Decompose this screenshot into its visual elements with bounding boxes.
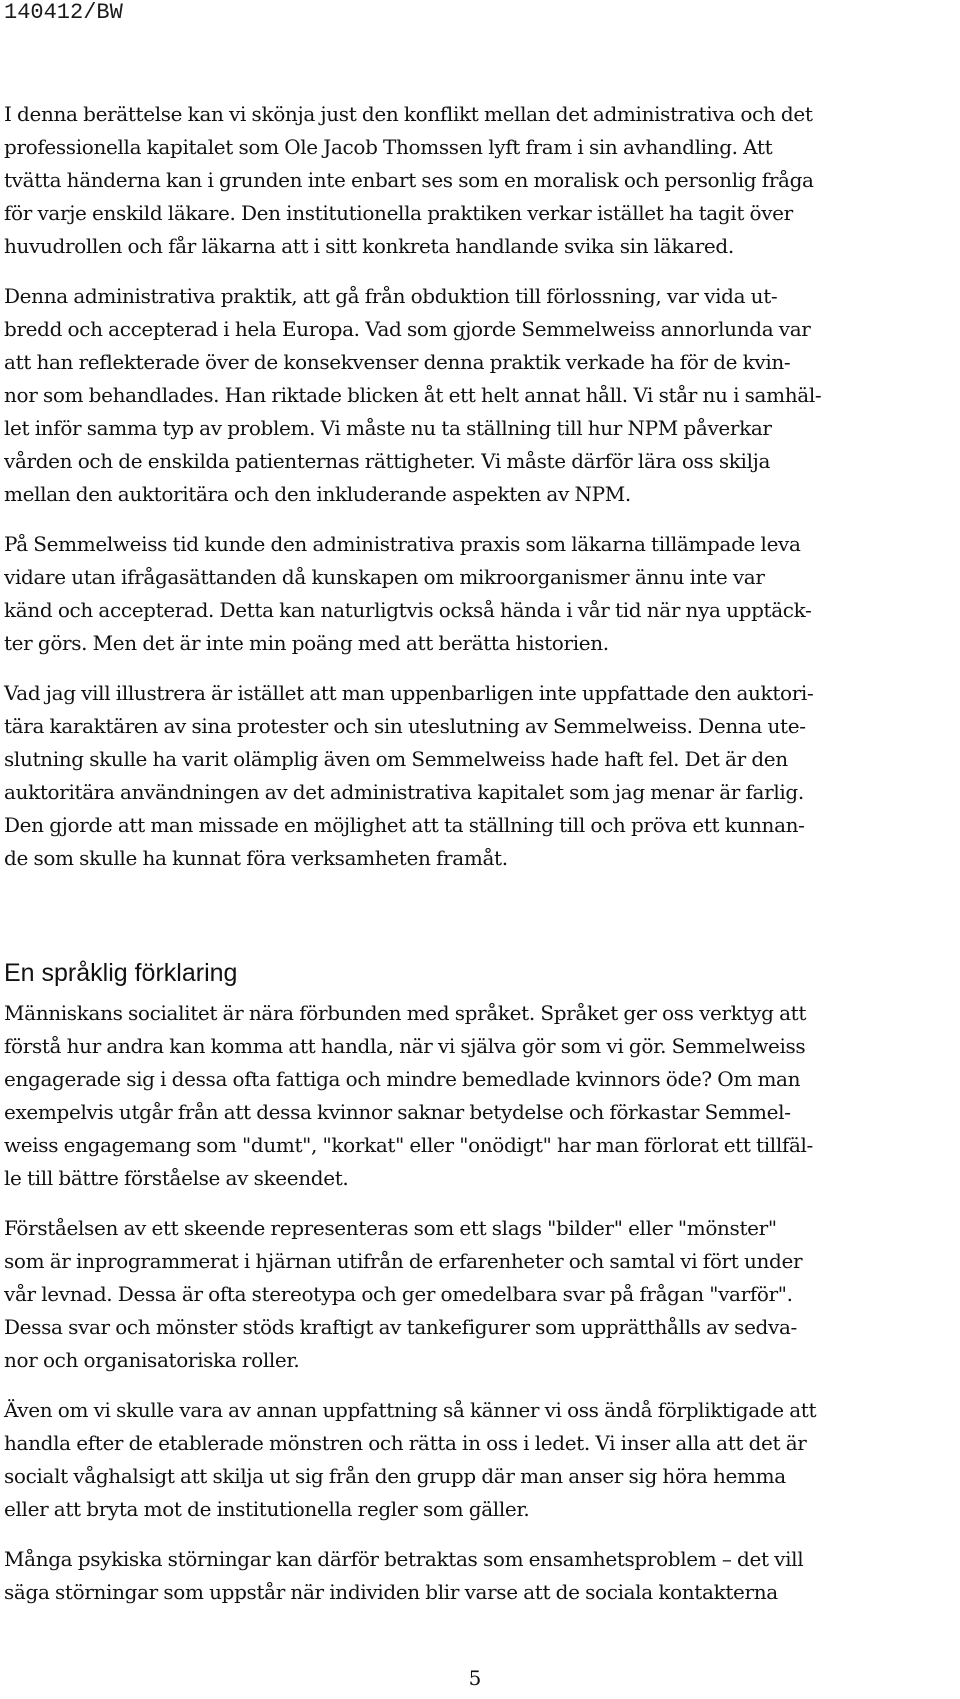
text-line: vidare utan ifrågasättanden då kunskapen om mikroorganismer ännu inte var	[4, 565, 765, 589]
text-line: Dessa svar och mönster stöds kraftigt av tankefigurer som upprätthålls av sedva-	[4, 1315, 797, 1339]
text-line: Vad jag vill illustrera är istället att man uppenbarligen inte uppfattade den auktori-	[4, 681, 814, 705]
text-line: bredd och accepterad i hela Europa. Vad som gjorde Semmelweiss annorlunda var	[4, 317, 811, 341]
paragraph	[4, 1212, 942, 1377]
paragraph	[4, 98, 942, 263]
paragraph	[4, 528, 942, 660]
paragraph	[4, 1394, 942, 1526]
text-line: mellan den auktoritära och den inkluderande aspekten av NPM.	[4, 482, 631, 506]
text-line: vår levnad. Dessa är ofta stereotypa och ger omedelbara svar på frågan "varför".	[4, 1282, 793, 1306]
text-line: ter görs. Men det är inte min poäng med att berätta historien.	[4, 631, 609, 655]
text-line: vården och de enskilda patienternas rättigheter. Vi måste därför lära oss skilja	[4, 449, 771, 473]
document-body	[4, 98, 942, 1626]
text-line: Många psykiska störningar kan därför betraktas som ensamhetsproblem – det vill	[4, 1547, 804, 1571]
text-line: tära karaktären av sina protester och sin uteslutning av Semmelweiss. Denna ute-	[4, 714, 806, 738]
text-line: eller att bryta mot de institutionella regler som gäller.	[4, 1497, 530, 1521]
text-line: Denna administrativa praktik, att gå från obduktion till förlossning, var vida ut-	[4, 284, 778, 308]
text-line: socialt våghalsigt att skilja ut sig från den grupp där man anser sig höra hemma	[4, 1464, 786, 1488]
text-line: Även om vi skulle vara av annan uppfattning så känner vi oss ändå förpliktigade att	[4, 1398, 817, 1422]
text-line: nor som behandlades. Han riktade blicken åt ett helt annat håll. Vi står nu i samhäl-	[4, 383, 822, 407]
text-line: slutning skulle ha varit olämplig även om Semmelweiss hade haft fel. Det är den	[4, 747, 788, 771]
text-line: förstå hur andra kan komma att handla, när vi själva gör som vi gör. Semmelweiss	[4, 1034, 806, 1058]
document-id: 140412/BW	[4, 0, 123, 25]
paragraph	[4, 677, 942, 875]
text-line: de som skulle ha kunnat föra verksamheten framåt.	[4, 846, 508, 870]
text-line: tvätta händerna kan i grunden inte enbart ses som en moralisk och personlig fråga	[4, 168, 814, 192]
text-line: På Semmelweiss tid kunde den administrativa praxis som läkarna tillämpade leva	[4, 532, 801, 556]
text-line: som är inprogrammerat i hjärnan utifrån de erfarenheter och samtal vi fört under	[4, 1249, 803, 1273]
text-line: att han reflekterade över de konsekvenser denna praktik verkade ha för de kvin-	[4, 350, 791, 374]
paragraph	[4, 1543, 942, 1609]
page-number: 5	[468, 1666, 482, 1690]
text-line: auktoritära användningen av det administrativa kapitalet som jag menar är farlig.	[4, 780, 804, 804]
text-line: professionella kapitalet som Ole Jacob Thomssen lyft fram i sin avhandling. Att	[4, 135, 773, 159]
text-line: Den gjorde att man missade en möjlighet att ta ställning till och pröva ett kunnan-	[4, 813, 805, 837]
text-line: le till bättre förståelse av skeendet.	[4, 1166, 349, 1190]
text-line: känd och accepterad. Detta kan naturligtvis också hända i vår tid när nya upptäck-	[4, 598, 812, 622]
text-line: let inför samma typ av problem. Vi måste nu ta ställning till hur NPM påverkar	[4, 416, 772, 440]
text-line: handla efter de etablerade mönstren och rätta in oss i ledet. Vi inser alla att det är	[4, 1431, 807, 1455]
text-line: för varje enskild läkare. Den institutionella praktiken verkar istället ha tagit över	[4, 201, 793, 225]
text-line: Förståelsen av ett skeende representeras som ett slags "bilder" eller "mönster"	[4, 1216, 777, 1240]
text-line: nor och organisatoriska roller.	[4, 1348, 300, 1372]
text-line: engagerade sig i dessa ofta fattiga och mindre bemedlade kvinnors öde? Om man	[4, 1067, 801, 1091]
paragraph	[4, 997, 942, 1195]
text-line: exempelvis utgår från att dessa kvinnor saknar betydelse och förkastar Semmel-	[4, 1100, 791, 1124]
section-heading: En språklig förklaring	[4, 959, 238, 987]
paragraph	[4, 280, 942, 511]
text-line: huvudrollen och får läkarna att i sitt konkreta handlande svika sin läkared.	[4, 234, 734, 258]
text-line: säga störningar som uppstår när individen blir varse att de sociala kontakterna	[4, 1580, 778, 1604]
text-line: I denna berättelse kan vi skönja just den konflikt mellan det administrativa och det	[4, 102, 813, 126]
text-line: weiss engagemang som "dumt", "korkat" eller "onödigt" har man förlorat ett tillfäl-	[4, 1133, 813, 1157]
text-line: Människans socialitet är nära förbunden med språket. Språket ger oss verktyg att	[4, 1001, 807, 1025]
